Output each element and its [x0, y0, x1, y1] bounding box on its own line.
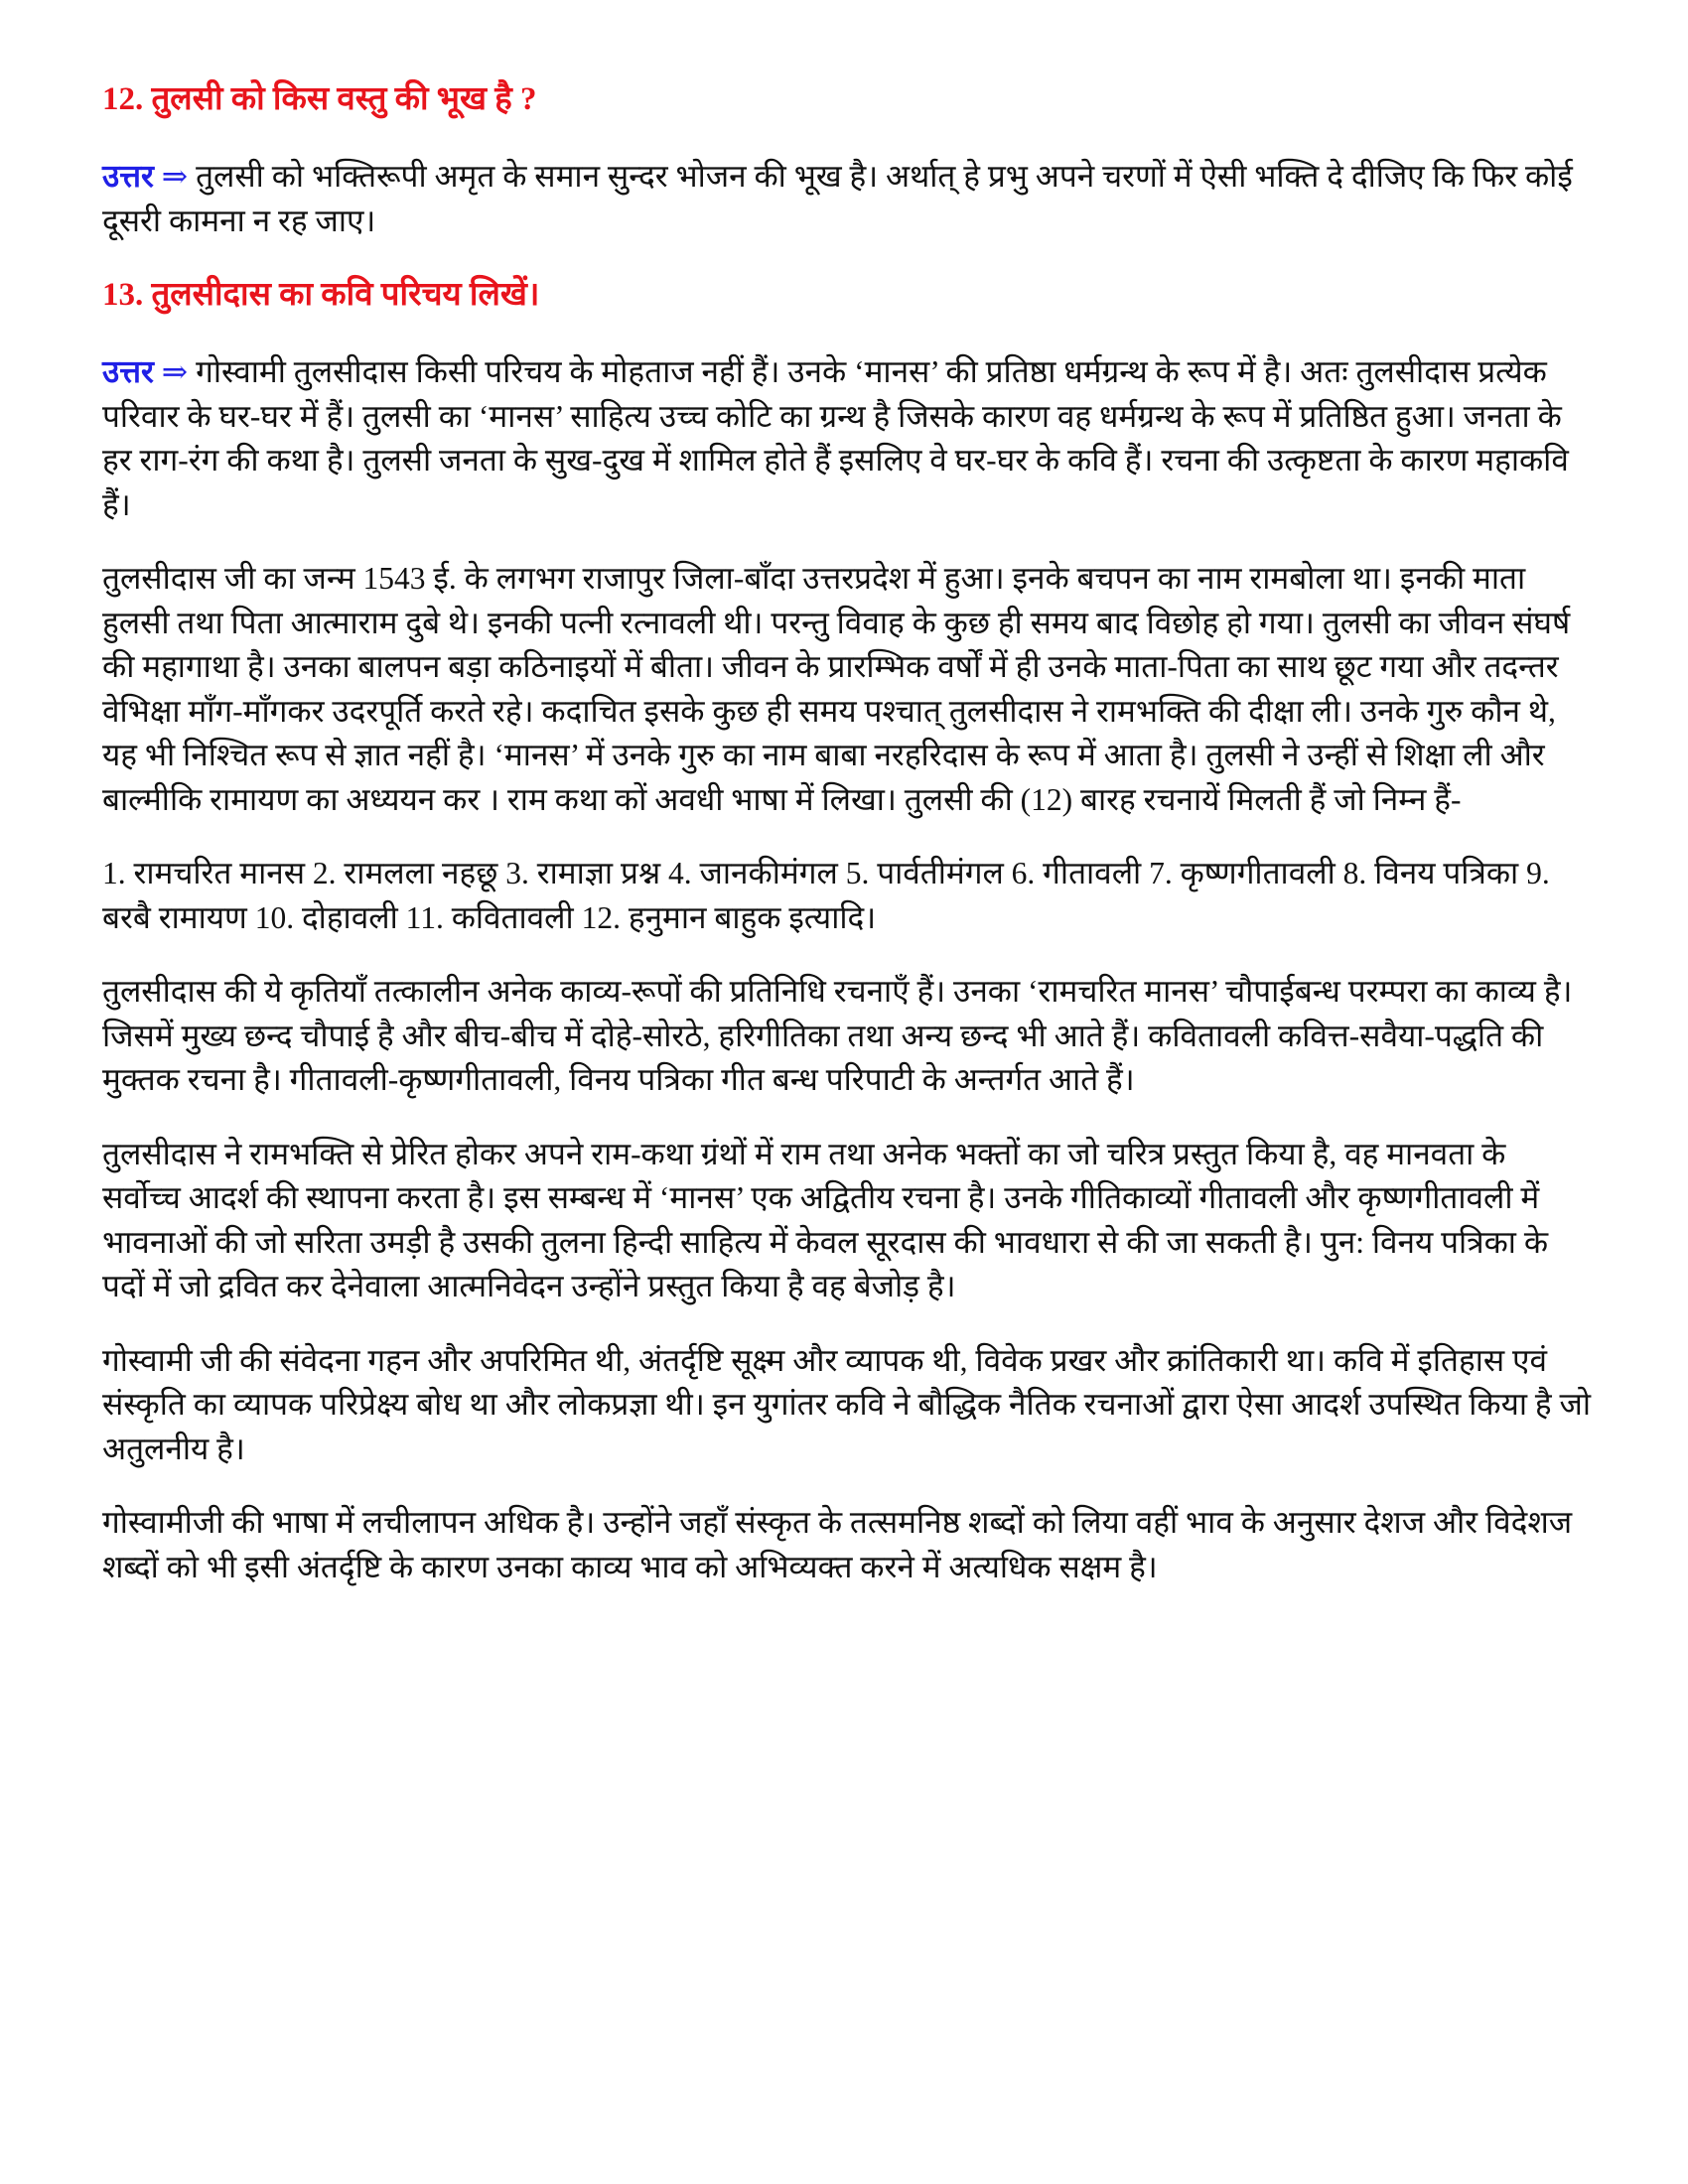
answer-label: उत्तर	[102, 159, 154, 194]
arrow-icon: ⇒	[161, 354, 189, 389]
arrow-icon: ⇒	[161, 159, 189, 194]
paragraph-birth: तुलसीदास जी का जन्म 1543 ई. के लगभग राजापुर जिला-बाँदा उत्तरप्रदेश में हुआ। इनके बचपन का नाम रामबोला था। इनकी माता हुलसी तथा पिता आत्माराम दुबे थे। इनकी पत्नी रत्नावली थी। परन्तु विवाह के कुछ ही समय बाद विछोह हो गया। तुलसी का जीवन संघर्ष की महागाथा है। उनका बालपन बड़ा कठिनाइयों में बीता। जीवन के प्रारम्भिक वर्षों में ही उनके माता-पिता का साथ छूट गया और तदन्तर वेभिक्षा माँग-माँगकर उदरपूर्ति करते रहे। कदाचित इसके कुछ ही समय पश्चात् तुलसीदास ने रामभक्ति की दीक्षा ली। उनके गुरु कौन थे, यह भी निश्चित रूप से ज्ञात नहीं है। ‘मानस’ में उनके गुरु का नाम बाबा नरहरिदास के रूप में आता है। तुलसी ने उन्हीं से शिक्षा ली और बाल्मीकि रामायण का अध्ययन कर । राम कथा कों अवधी भाषा में लिखा। तुलसी की (12) बारह रचनायें मिलती हैं जो निम्न हैं-	[102, 561, 1571, 817]
paragraph-sensibility: गोस्वामी जी की संवेदना गहन और अपरिमित थी, अंतर्दृष्टि सूक्ष्म और व्यापक थी, विवेक प्रखर और क्रांतिकारी था। कवि में इतिहास एवं संस्कृति का व्यापक परिप्रेक्ष्य बोध था और लोकप्रज्ञा थी। इन युगांतर कवि ने बौद्धिक नैतिक रचनाओं द्वारा ऐसा आदर्श उपस्थित किया है जो अतुलनीय है।	[102, 1342, 1592, 1466]
paragraph-works-list: 1. रामचरित मानस 2. रामलला नहछू 3. रामाज्ञा प्रश्न 4. जानकीमंगल 5. पार्वतीमंगल 6. गीतावली 7. कृष्णगीतावली 8. विनय पत्रिका 9. बरबै रामायण 10. दोहावली 11. कवितावली 12. हनुमान बाहुक इत्यादि।	[102, 856, 1550, 935]
answer-label: उत्तर	[102, 354, 154, 389]
paragraph-ideals: तुलसीदास ने रामभक्ति से प्रेरित होकर अपने राम-कथा ग्रंथों में राम तथा अनेक भक्तों का जो चरित्र प्रस्तुत किया है, वह मानवता के सर्वोच्च आदर्श की स्थापना करता है। इस सम्बन्ध में ‘मानस’ एक अद्वितीय रचना है। उनके गीतिकाव्यों गीतावली और कृष्णगीतावली में भावनाओं की जो सरिता उमड़ी है उसकी तुलना हिन्दी साहित्य में केवल सूरदास की भावधारा से की जा सकती है। पुन: विनय पत्रिका के पदों में जो द्रवित कर देनेवाला आत्मनिवेदन उन्होंने प्रस्तुत किया है वह बेजोड़ है।	[102, 1136, 1549, 1303]
answer-text: गोस्वामी तुलसीदास किसी परिचय के मोहताज नहीं हैं। उनके ‘मानस’ की प्रतिष्ठा धर्मग्रन्थ के रूप में है। अतः तुलसीदास प्रत्येक परिवार के घर-घर में हैं। तुलसी का ‘मानस’ साहित्य उच्च कोटि का ग्रन्थ है जिसके कारण वह धर्मग्रन्थ के रूप में प्रतिष्ठित हुआ। जनता के हर राग-रंग की कथा है। तुलसी जनता के सुख-दुख में शामिल होते हैं इसलिए वे घर-घर के कवि हैं। रचना की उत्कृष्टता के कारण महाकवि हैं।	[102, 354, 1569, 522]
question-12-heading: 12. तुलसी को किस वस्तु की भूख है ?	[102, 81, 537, 117]
answer-text: तुलसी को भक्तिरूपी अमृत के समान सुन्दर भोजन की भूख है। अर्थात् हे प्रभु अपने चरणों में ऐसी भक्ति दे दीजिए कि फिर कोई दूसरी कामना न रह जाए।	[102, 159, 1573, 238]
paragraph-language: गोस्वामीजी की भाषा में लचीलापन अधिक है। उन्होंने जहाँ संस्कृत के तत्समनिष्ठ शब्दों को लिया वहीं भाव के अनुसार देशज और विदेशज शब्दों को भी इसी अंतर्दृष्टि के कारण उनका काव्य भाव को अभिव्यक्त करने में अत्यधिक सक्षम है।	[102, 1505, 1573, 1584]
question-13-heading: 13. तुलसीदास का कवि परिचय लिखें।	[102, 277, 540, 313]
question-13-answer	[102, 350, 1592, 527]
question-12-answer	[102, 155, 1592, 243]
paragraph-forms: तुलसीदास की ये कृतियाँ तत्कालीन अनेक काव्य-रूपों की प्रतिनिधि रचनाएँ हैं। उनका ‘रामचरित मानस’ चौपाईबन्ध परम्परा का काव्य है। जिसमें मुख्य छन्द चौपाई है और बीच-बीच में दोहे-सोरठे, हरिगीतिका तथा अन्य छन्द भी आते हैं। कवितावली कवित्त-सवैया-पद्धति की मुक्तक रचना है। गीतावली-कृष्णगीतावली, विनय पत्रिका गीत बन्ध परिपाटी के अन्तर्गत आते हैं।	[102, 974, 1573, 1097]
document-page	[102, 77, 1592, 1619]
